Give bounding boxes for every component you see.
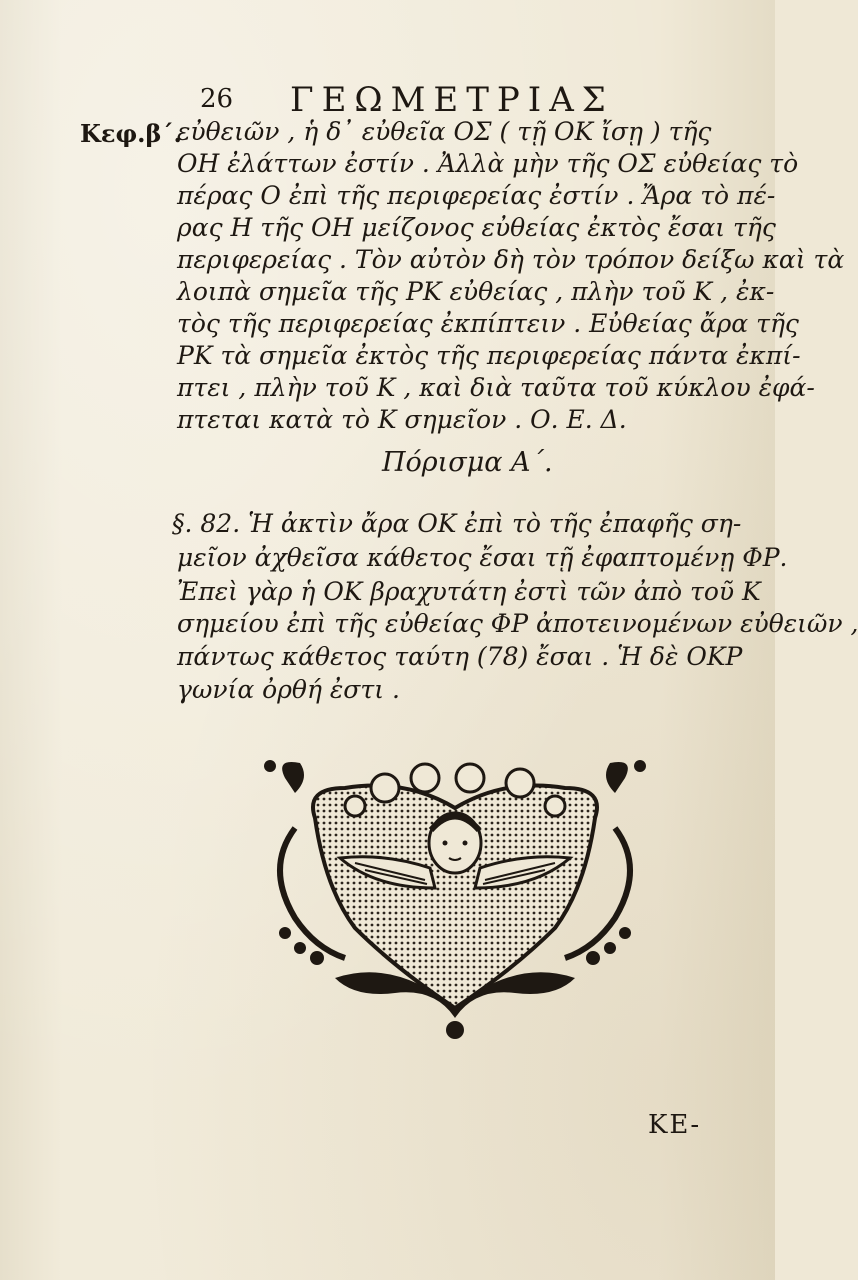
page-number: 26	[200, 84, 234, 114]
corollary-title: Πόρισμα Α΄.	[382, 447, 553, 478]
text-line: λοιπὰ σημεῖα τῆς ΡΚ εὐθείας , πλὴν τοῦ Κ , ἐκ-	[177, 277, 775, 306]
text-line: Ἐπεὶ γὰρ ἡ ΟΚ βραχυτάτη ἐστὶ τῶν ἀπὸ τοῦ Κ	[177, 577, 761, 606]
catchword: ΚΕ-	[648, 1110, 702, 1140]
text-line: πάντως κάθετος ταύτη (78) ἔσαι . Ἡ δὲ ΟΚΡ	[177, 642, 743, 671]
cherub-cartouche-icon	[255, 748, 655, 1048]
text-line: ρας Η τῆς ΟΗ μείζονος εὐθείας ἐκτὸς ἔσαι τῆς	[177, 213, 776, 242]
text-line: μεῖον ἀχθεῖσα κάθετος ἔσαι τῇ ἐφαπτομένῃ ΦΡ.	[177, 543, 788, 572]
running-head: ΓΕΩΜΕΤΡΙΑΣ	[290, 80, 614, 120]
text-line: ΡΚ τὰ σημεῖα ἐκτὸς τῆς περιφερείας πάντα ἐκπί-	[177, 341, 801, 370]
text-line: πτεται κατὰ τὸ Κ σημεῖον . Ο. Ε. Δ.	[177, 405, 627, 434]
chapter-marginal-note: Κεφ.β΄.	[80, 119, 182, 148]
text-line: τὸς τῆς περιφερείας ἐκπίπτειν . Εὐθείας ἄρα τῆς	[177, 309, 799, 338]
text-line: πτει , πλὴν τοῦ Κ , καὶ διὰ ταῦτα τοῦ κύκλου ἐφά-	[177, 373, 815, 402]
text-line: περιφερείας . Τὸν αὐτὸν δὴ τὸν τρόπον δείξω καὶ τὰ	[177, 245, 845, 274]
text-line: εὐθειῶν , ἡ δ᾽ εὐθεῖα ΟΣ ( τῇ ΟΚ ἴσῃ ) τῆς	[177, 117, 712, 146]
text-line: σημείου ἐπὶ τῆς εὐθείας ΦΡ ἀποτεινομένων εὐθειῶν ,	[177, 609, 858, 638]
text-line: γωνία ὀρθή ἐστι .	[177, 675, 400, 704]
text-line: πέρας Ο ἐπὶ τῆς περιφερείας ἐστίν . Ἄρα τὸ πέ-	[177, 181, 776, 210]
text-line: ΟΗ ἐλάττων ἐστίν . Ἀλλὰ μὴν τῆς ΟΣ εὐθείας τὸ	[177, 149, 799, 178]
text-line: §. 82. Ἡ ἀκτὶν ἄρα ΟΚ ἐπὶ τὸ τῆς ἐπαφῆς ση-	[172, 509, 742, 538]
